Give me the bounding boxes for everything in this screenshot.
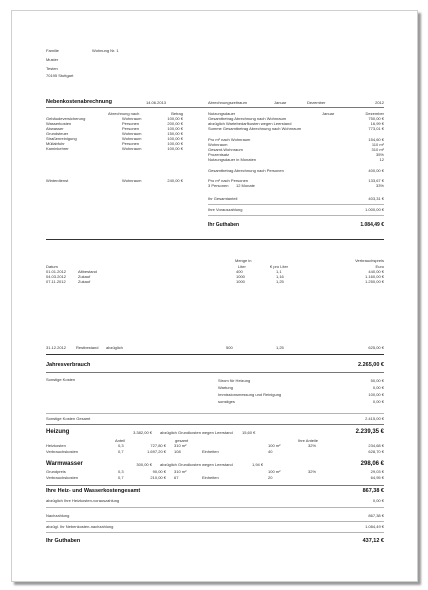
persons-total-label: Gesamtbetrag Abrechnung nach Personen [208,168,284,173]
per-person-label: Pro m² nach Personen [208,178,249,183]
calc-label: Gesamt-Wohnraum [208,147,243,152]
persons-total-value: 400,00 € [368,168,384,173]
amount-header: Menge in [235,258,252,263]
row-share: 0,3 [118,469,124,474]
other-cost-value: 0,00 € [372,385,384,390]
document-page [11,10,418,582]
divider [46,413,384,414]
purchase-amount: 400 [236,269,243,274]
other-cost-value: 100,00 € [368,392,384,397]
divider [208,204,384,205]
other-cost-label: Wartung [218,385,233,390]
purchase-consumption: 1.250,00 € [365,279,384,284]
heat-water-total-value: 867,38 € [362,488,384,494]
unit-header: Liter [238,264,246,269]
cost-item-amount: 200,00 € [167,121,183,126]
row-unit-total: 108 [174,449,181,454]
winter-amount: 240,00 € [167,178,183,183]
document-date: 14.06.2013 [146,100,167,105]
purchase-date: 01.01.2012 [46,269,67,274]
divider [46,485,384,486]
divider [46,521,384,522]
purchase-note: Zukauf [78,274,91,279]
purchase-amount: 1000 [236,274,245,279]
cost-item-amount: 100,00 € [167,141,183,146]
row-label: Heizkosten [46,443,66,448]
cost-item-amount: 100,00 € [167,146,183,151]
nk-deduct-value: 1.084,49 € [365,524,384,529]
share-total-value: 403,31 € [368,196,384,201]
rest-note: Restbestand [76,345,99,350]
divider [208,215,384,216]
purchase-date: 04.03.2012 [46,274,67,279]
share-header: Anteil [115,438,126,443]
purchase-price: 1,16 [276,274,284,279]
divider [46,372,384,373]
page-title: Nebenkostenabrechnung [46,99,113,105]
period-label: Abrechnungszeitraum [208,100,247,105]
other-cost-value: 50,00 € [370,378,384,383]
row-value: 29,03 € [370,469,384,474]
other-cost-label: Immissionsmessung und Reinigung [218,392,282,397]
calc-value: 12 [379,157,384,162]
calc-label: Nutzungsdauer in Monaten [208,157,257,162]
row-total: 90,00 € [152,469,166,474]
credit-label: Ihr Guthaben [208,222,240,228]
final-credit-label: Ihr Guthaben [46,538,81,544]
period-to: Dezember [307,100,326,105]
other-cost-value: 0,00 € [372,399,384,404]
purchase-price: 1,1 [276,269,282,274]
price-header: € pro Liter [270,264,289,269]
calc-label: abzüglich Wartebedarfkosten wegen Leerstand [208,121,292,126]
cost-item-basis: Personen [122,121,140,126]
other-cost-label: Strom für Heizung [218,378,251,383]
cost-item-label: Kaminkehrer [46,146,69,151]
row-share: 0,7 [118,449,124,454]
row-mine: 40 [268,449,273,454]
cost-item-label: Straßenreinigung [46,136,77,141]
calc-value: 310 m² [371,147,384,152]
row-mine: 100 m² [268,469,281,474]
prepay-value: 1.000,00 € [365,207,384,212]
date-header: Datum [46,264,58,269]
calc-label: Prozentsatz [208,152,230,157]
row-total: 210,00 € [150,475,166,480]
row-unit-total: 310 m² [174,469,187,474]
cost-item-amount: 100,00 € [167,136,183,141]
per-person-value: 133,67 € [368,178,384,183]
usage-label: Nutzungsdauer [208,111,236,116]
cost-item-basis: Wohnraum [122,116,142,121]
cost-item-basis: Wohnraum [122,131,142,136]
purchase-price: 1,25 [276,279,284,284]
final-credit-value: 437,12 € [362,538,384,544]
calc-label: Wohnraum [208,142,228,147]
purchase-date: 07.11.2012 [46,279,66,284]
calc-value: 16,99 € [370,121,384,126]
annual-consumption-label: Jahresverbrauch [46,362,91,368]
back-payment-label: Nachzahlung [46,513,70,518]
heat-prepay-value: 0,00 € [372,498,384,503]
divider [46,354,384,355]
calc-value: 110 m² [371,142,384,147]
divider [46,507,384,508]
address-name: Muster [46,57,59,62]
cost-item-label: Grundsteuer [46,131,69,136]
usage-to: Dezember [365,111,384,116]
rest-minus: abzüglich [106,345,123,350]
other-costs-label: Sonstige Kosten [46,377,76,382]
cost-item-basis: Wohnraum [122,146,142,151]
other-cost-label: sonstiges [218,399,235,404]
winter-basis: Wohnraum [122,178,142,183]
months-count: 12 Monate [236,183,255,188]
row-share: 0,7 [118,475,124,480]
divider [46,107,384,108]
row-label: Verbrauchskosten [46,449,79,454]
calc-value: 773,01 € [368,126,384,131]
nk-deduct-label: abzügl. Ihr Nebenkosten-nachzahlung [46,524,114,529]
period-year: 2012 [375,100,384,105]
cost-item-label: Gebäudeversicherung [46,116,86,121]
prepay-label: Ihre Vorauszahlung [208,207,243,212]
purchase-consumption: 440,00 € [368,269,384,274]
your-share-header: Ihre Anteile [298,438,319,443]
purchase-note: Altbestand [78,269,97,274]
purchase-amount: 1000 [236,279,245,284]
warmwater-total: 298,06 € [360,461,384,467]
rest-amount: 500 [226,345,233,350]
heating-deduct-value: 15,60 € [242,430,256,435]
rest-date: 31.12.2012 [46,345,67,350]
address-family: Familie [46,48,59,53]
calc-label: Summe Gesamtbetrag Abrechnung nach Wohnraum [208,126,302,131]
cost-item-amount: 100,00 € [167,126,183,131]
winter-label: Winterdienst [46,178,69,183]
row-value: 234,68 € [368,443,384,448]
warmwater-deduct-value: 1,94 € [252,462,264,467]
rest-price: 1,25 [276,345,284,350]
row-mine: 20 [268,475,273,480]
divider [46,424,384,425]
address-street: Testen [46,66,58,71]
cost-item-label: Wasserkosten [46,121,72,126]
cost-item-label: Müllabfuhr [46,141,65,146]
back-payment-value: 867,38 € [368,513,384,518]
other-total-value: 2.415,00 € [365,416,384,421]
euro-header: Euro [375,264,384,269]
calc-label: Gesamtbetrag Abrechnung nach Wohnraum [208,116,287,121]
purchase-consumption: 1.160,00 € [365,274,384,279]
total-header: gesamt [175,438,189,443]
warmwater-deduct-label: abzüglich Grundkosten wegen Leerstand [160,462,233,467]
cost-item-basis: Wohnraum [122,136,142,141]
other-total-label: Sonstige Kosten Gesamt [46,416,91,421]
row-unit-total: 67 [174,475,179,480]
heat-water-total-label: Ihre Heiz- und Wasserkostengesamt [46,488,141,494]
row-total: 727,80 € [150,443,166,448]
heating-total: 2.239,35 € [355,429,384,435]
heat-prepay-label: abzüglich Ihre Heizkosten-vorauszahlung [46,498,120,503]
consumption-header: Verbrauchspreis [355,258,384,263]
heating-deduct-label: abzüglich Grundkosten wegen Leerstand [160,430,233,435]
cost-item-basis: Personen [122,141,140,146]
persons-count: 3 Personen [208,183,229,188]
rest-consumption: 625,00 € [368,345,384,350]
cost-item-amount: 100,00 € [167,116,183,121]
divider [46,239,384,240]
calc-label: Pro m² nach Wohnraum [208,137,251,142]
calc-value: 35% [375,152,384,157]
persons-pct: 33% [375,183,384,188]
period-from: Januar [274,100,287,105]
usage-from: Januar [322,111,335,116]
cost-item-basis: Personen [122,126,140,131]
row-label: Grundpreis [46,469,66,474]
row-unit-total: 310 m² [174,443,187,448]
heating-amount: 3.382,00 € [133,430,152,435]
row-unit: Einheiten [202,449,219,454]
calc-value: 750,00 € [368,116,384,121]
col-basis-header: Abrechnung nach [108,111,140,116]
row-value: 64,95 € [370,475,384,480]
warmwater-amount: 300,00 € [136,462,152,467]
divider [46,532,384,533]
calc-value: 154,60 € [368,137,384,142]
row-value: 628,70 € [368,449,384,454]
share-total-label: Ihr Gesamtanteil [208,196,238,201]
warmwater-title: Warmwasser [46,461,83,467]
row-pct: 32% [308,443,317,448]
row-mine: 100 m² [268,443,281,448]
row-share: 0,3 [118,443,124,448]
row-label: Verbrauchskosten [46,475,79,480]
row-total: 1.697,20 € [147,449,166,454]
row-pct: 32% [308,469,317,474]
apartment-number: Wohnung Nr. 1 [92,48,119,53]
annual-consumption-value: 2.265,00 € [358,362,384,368]
address-city: 70195 Stuttgart [46,73,74,78]
heating-title: Heizung [46,429,70,435]
cost-item-amount: 150,00 € [167,131,183,136]
cost-item-label: Abwasser [46,126,64,131]
purchase-note: Zukauf [78,279,91,284]
col-amount-header: Betrag [171,111,183,116]
credit-value: 1.084,49 € [360,222,384,228]
row-unit: Einheiten [202,475,219,480]
